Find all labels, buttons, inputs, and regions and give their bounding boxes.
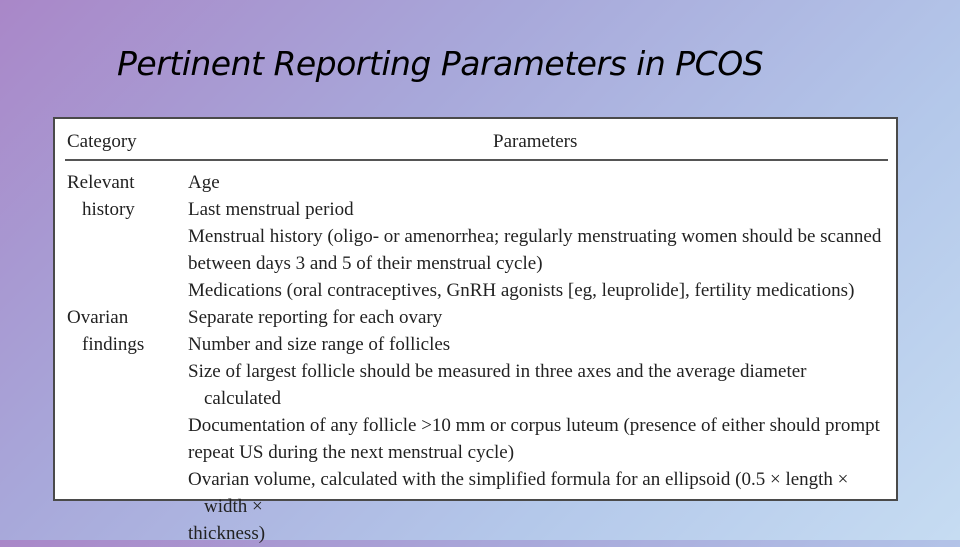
parameter-text: Size of largest follicle should be measured in three axes and the average diameter calculated	[188, 361, 807, 409]
category-label-line: findings	[82, 334, 145, 355]
category-ovarian-findings	[67, 304, 177, 358]
parameter-text: Last menstrual period	[188, 199, 354, 220]
header-divider	[65, 159, 888, 161]
parameters-table	[53, 117, 898, 544]
parameter-text-continued: thickness)	[188, 523, 266, 544]
parameter-text: Medications (oral contraceptives, GnRH agonists [eg, leuprolide], fertility medications)	[188, 280, 855, 301]
parameter-text: Menstrual history (oligo- or amenorrhea; regularly menstruating women should be scanned	[188, 226, 882, 247]
parameter-list-relevant-history	[188, 169, 888, 304]
parameter-item	[188, 358, 888, 412]
column-header-category: Category	[67, 131, 137, 152]
category-label-line: history	[82, 199, 135, 220]
table-header-row	[55, 119, 896, 161]
parameter-item	[188, 223, 888, 277]
parameter-text: Ovarian volume, calculated with the simplified formula for an ellipsoid (0.5 × length × width ×	[188, 469, 849, 517]
parameter-text: Age	[188, 172, 220, 193]
slide-title: Pertinent Reporting Parameters in PCOS	[117, 44, 764, 83]
parameter-item	[188, 412, 888, 466]
category-label-line: Relevant	[67, 172, 135, 193]
category-relevant-history	[67, 169, 177, 223]
column-header-parameters: Parameters	[493, 131, 578, 152]
parameter-item	[188, 169, 888, 196]
parameter-text-continued: repeat US during the next menstrual cycle)	[188, 442, 515, 463]
parameter-text: Separate reporting for each ovary	[188, 307, 443, 328]
parameter-item	[188, 196, 888, 223]
parameter-text-continued: between days 3 and 5 of their menstrual cycle)	[188, 253, 543, 274]
parameter-list-ovarian-findings	[188, 304, 888, 547]
parameter-text: Number and size range of follicles	[188, 334, 451, 355]
parameter-item	[188, 466, 888, 547]
parameter-text: Documentation of any follicle >10 mm or corpus luteum (presence of either should prompt	[188, 415, 880, 436]
parameter-item	[188, 331, 888, 358]
category-label-line: Ovarian	[67, 307, 129, 328]
parameter-item	[188, 304, 888, 331]
parameter-item	[188, 277, 888, 304]
